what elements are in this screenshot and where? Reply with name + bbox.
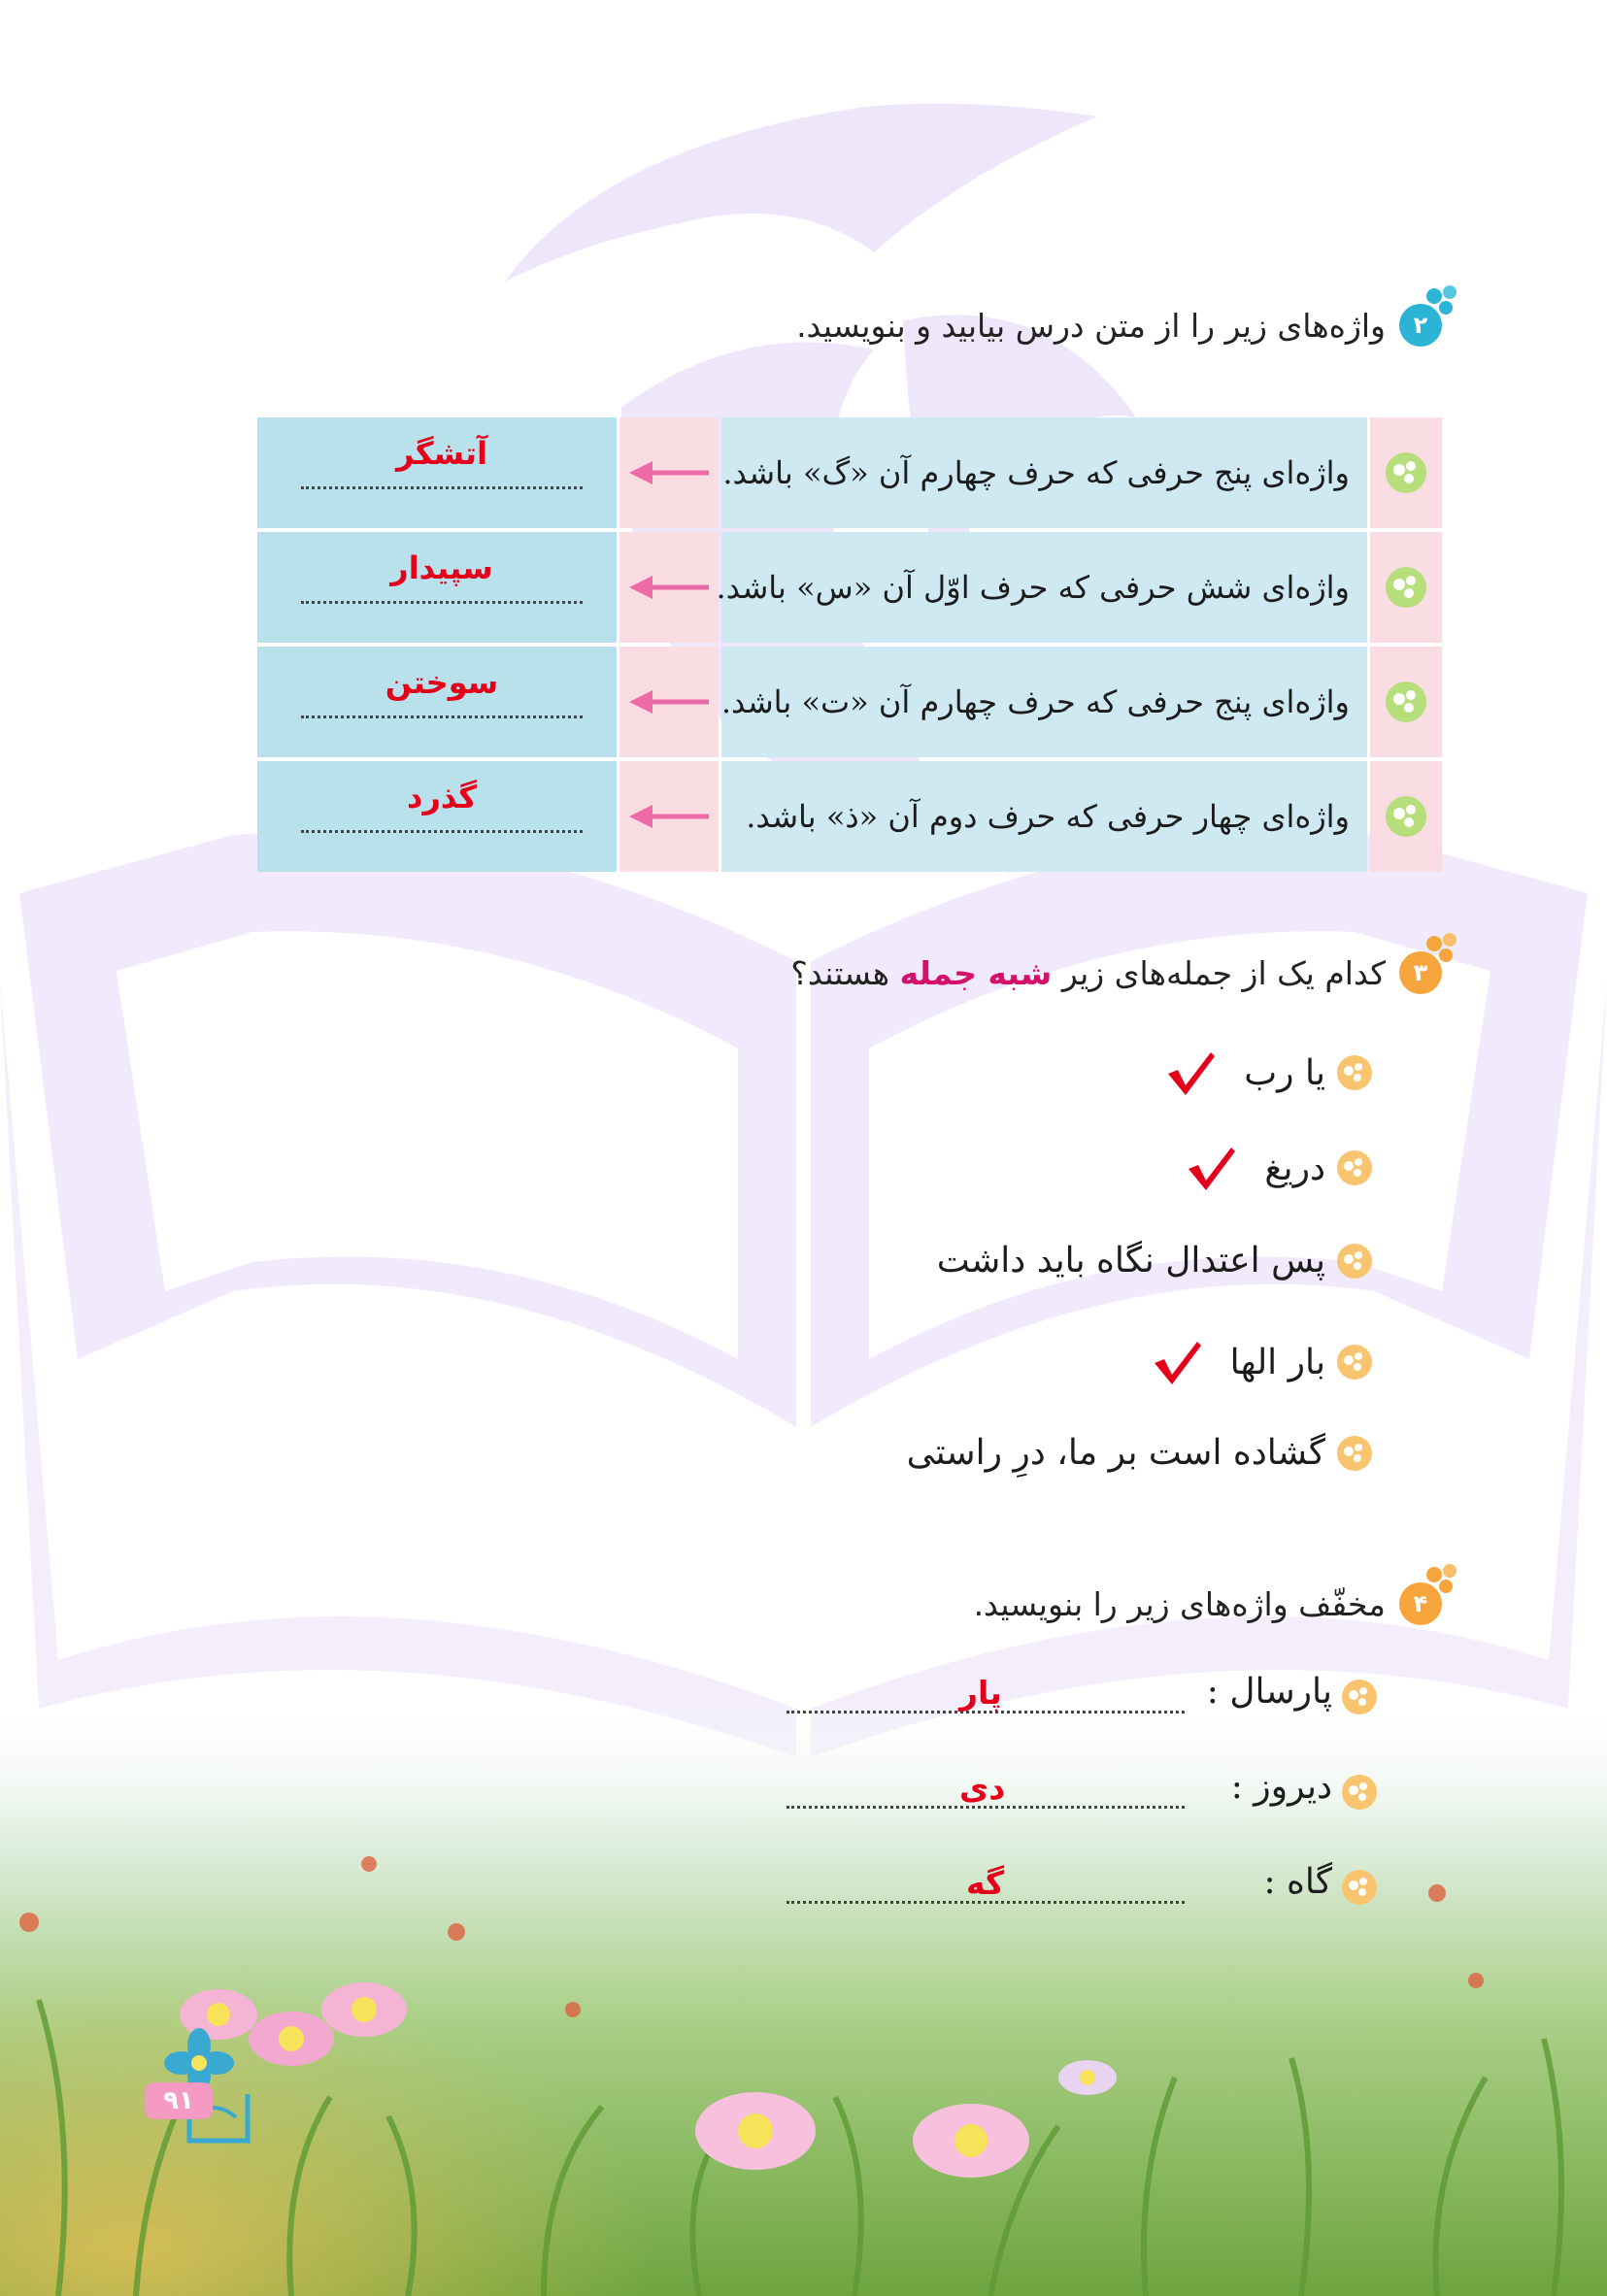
word-label: دیروز :	[1230, 1767, 1332, 1807]
abbreviation-row	[787, 1672, 1379, 1730]
question-cell	[721, 647, 1367, 757]
title-highlight: شبه جمله	[899, 953, 1053, 992]
checkmark-icon	[1185, 1144, 1237, 1192]
exercise-number: ۲	[1413, 312, 1428, 339]
item-text: یا رب	[1244, 1052, 1325, 1093]
list-item	[1185, 1144, 1374, 1192]
flower-bullet-icon	[1384, 794, 1428, 839]
list-item	[1151, 1338, 1374, 1386]
answer-text: گذرد	[407, 779, 477, 815]
table-row	[257, 417, 1442, 528]
exercise-number: ۳	[1413, 959, 1428, 986]
table-row	[257, 647, 1442, 757]
flower-bullet-icon	[1335, 1148, 1374, 1187]
arrow-left-icon	[627, 458, 711, 487]
answer-cell	[257, 647, 617, 757]
question-text: واژه‌ای شش حرفی که حرف اوّل آن «س» باشد.	[716, 569, 1350, 606]
sprig-icon	[1424, 1563, 1463, 1598]
word-label: گاه :	[1263, 1862, 1332, 1902]
abbreviation-row	[787, 1767, 1379, 1825]
answer-field[interactable]	[301, 779, 583, 837]
flower-bullet-icon	[1340, 1773, 1379, 1812]
exercise-2-header	[796, 304, 1442, 347]
dotted-line	[301, 830, 583, 833]
table-row	[257, 761, 1442, 872]
page-number: ۹۱	[145, 2082, 213, 2119]
exercise-number-badge	[1399, 1582, 1442, 1625]
item-text: بار الها	[1229, 1342, 1325, 1382]
flower-bullet-icon	[1340, 1678, 1379, 1716]
question-cell	[721, 417, 1367, 528]
question-cell	[716, 532, 1367, 643]
answer-text: پار	[959, 1674, 1002, 1712]
question-text: واژه‌ای چهار حرفی که حرف دوم آن «ذ» باشد.	[746, 798, 1350, 835]
list-item	[937, 1241, 1374, 1281]
exercise-title: مخفّف واژه‌های زیر را بنویسید.	[973, 1584, 1386, 1623]
answer-text: سپیدار	[390, 549, 493, 586]
answer-field[interactable]	[301, 664, 583, 722]
exercise-title	[790, 954, 1386, 992]
icon-cell	[1370, 761, 1442, 872]
dotted-line	[301, 486, 583, 489]
answer-cell	[257, 532, 617, 643]
answer-text: سوختن	[385, 664, 499, 701]
flower-bullet-icon	[1335, 1434, 1374, 1473]
arrow-cell	[619, 761, 719, 872]
exercise-4-header	[974, 1582, 1442, 1625]
item-text: دریغ	[1264, 1148, 1325, 1188]
exercise-3-header	[790, 951, 1442, 994]
sprig-icon	[1424, 284, 1463, 319]
flower-bullet-icon	[1340, 1868, 1379, 1907]
checkmark-icon	[1151, 1338, 1203, 1386]
list-item	[1164, 1048, 1374, 1097]
answer-text: دی	[959, 1769, 1006, 1807]
flower-bullet-icon	[1335, 1343, 1374, 1381]
answer-field[interactable]	[301, 435, 583, 493]
arrow-cell	[619, 532, 719, 643]
flower-bullet-icon	[1335, 1242, 1374, 1281]
flower-bullet-icon	[1384, 565, 1428, 610]
arrow-left-icon	[627, 687, 711, 716]
arrow-left-icon	[627, 802, 711, 831]
flower-bullet-icon	[1335, 1053, 1374, 1092]
item-text: پس اعتدال نگاه باید داشت	[936, 1241, 1325, 1281]
abbreviation-row	[787, 1862, 1379, 1920]
answer-text: گه	[966, 1864, 1005, 1902]
answer-cell	[257, 417, 617, 528]
question-text: واژه‌ای پنج حرفی که حرف چهارم آن «گ» باشد.	[722, 454, 1350, 491]
sprig-icon	[1424, 932, 1463, 967]
arrow-cell	[619, 417, 719, 528]
exercise-number: ۴	[1413, 1590, 1428, 1617]
exercise-title: واژه‌های زیر را از متن درس بیابید و بنویسید.	[796, 306, 1386, 345]
flower-bullet-icon	[1384, 450, 1428, 495]
icon-cell	[1370, 647, 1442, 757]
question-cell	[721, 761, 1367, 872]
answer-cell	[257, 761, 617, 872]
arrow-left-icon	[627, 573, 711, 602]
exercise-number-badge	[1399, 951, 1442, 994]
question-text: واژه‌ای پنج حرفی که حرف چهارم آن «ت» باشد.	[720, 683, 1350, 720]
item-text: گشاده است بر ما، درِ راستی	[906, 1433, 1325, 1473]
answer-field[interactable]	[301, 549, 583, 608]
matching-table	[257, 417, 1442, 874]
list-item	[907, 1433, 1374, 1473]
page-number-badge	[141, 2024, 267, 2150]
dotted-line	[301, 601, 583, 604]
exercise-number-badge	[1399, 304, 1442, 347]
word-label: پارسال :	[1206, 1672, 1332, 1712]
icon-cell	[1370, 417, 1442, 528]
arrow-cell	[619, 647, 719, 757]
title-part: کدام یک از جمله‌های زیر	[1061, 953, 1386, 992]
dotted-line	[301, 715, 583, 718]
answer-text: آتشگر	[395, 435, 488, 472]
icon-cell	[1370, 532, 1442, 643]
flower-bullet-icon	[1384, 680, 1428, 724]
title-part: هستند؟	[790, 953, 890, 992]
checkmark-icon	[1164, 1048, 1217, 1097]
table-row	[257, 532, 1442, 643]
